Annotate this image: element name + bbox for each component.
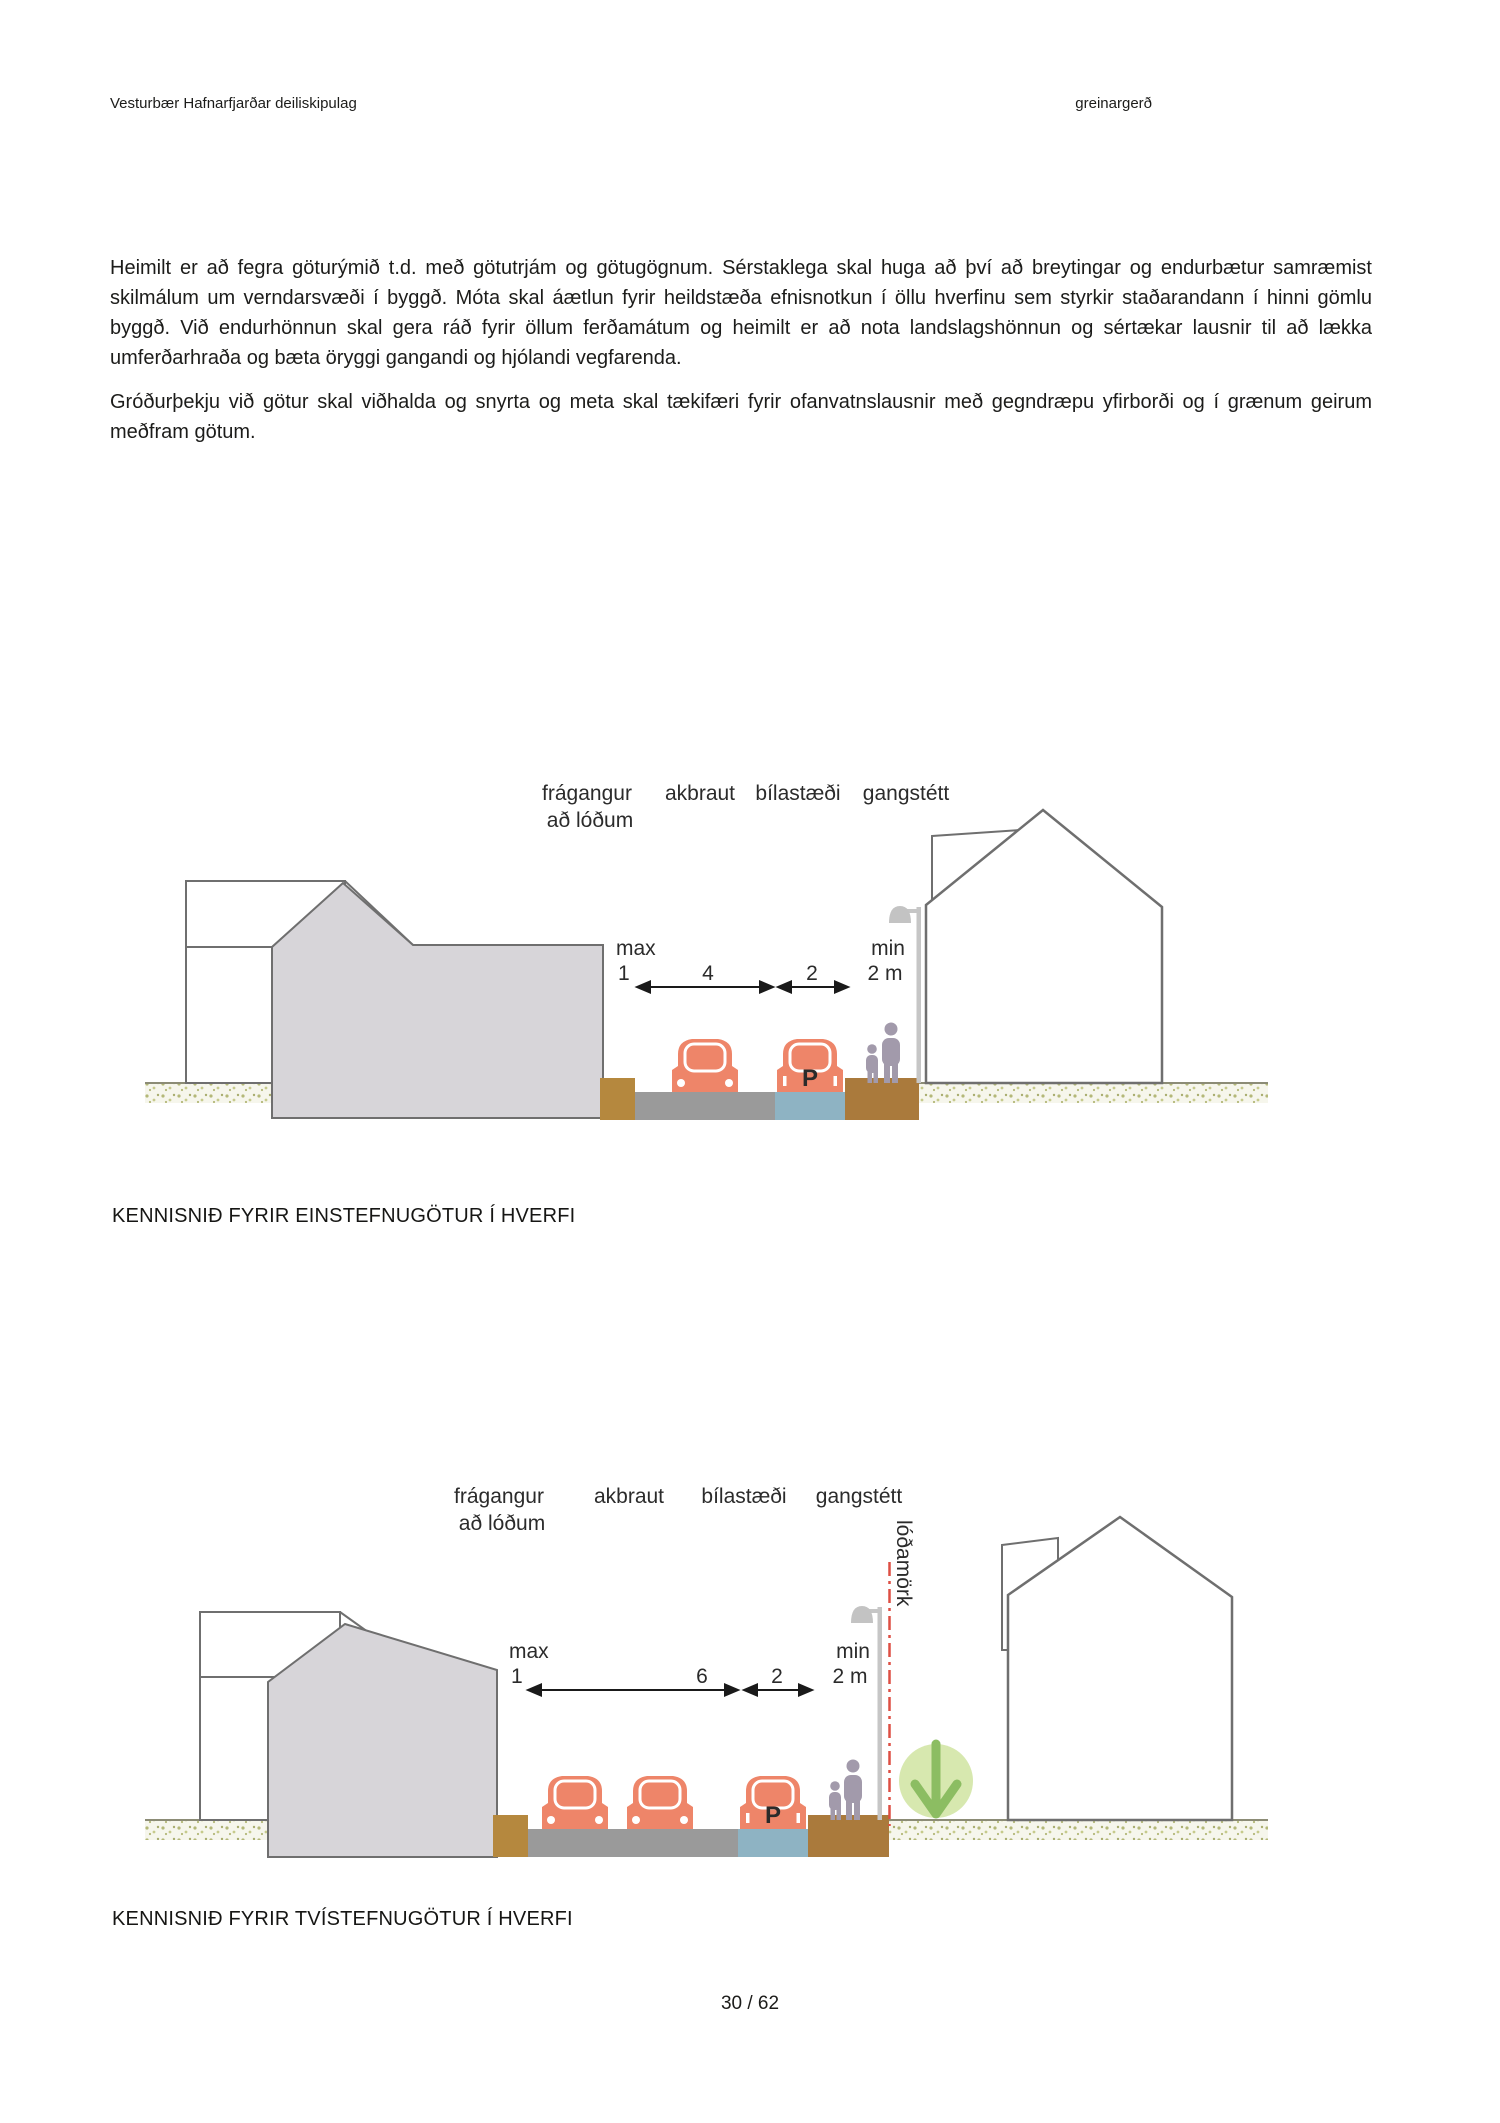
- dim-max: max: [509, 1640, 549, 1663]
- roadway: [635, 1092, 775, 1120]
- front-grey-house: [272, 883, 603, 1118]
- caption-two-way: KENNISNIÐ FYRIR TVÍSTEFNUGÖTUR Í HVERFI: [112, 1908, 573, 1930]
- paragraph: Gróðurþekju við götur skal viðhalda og snyrta og meta skal tækifæri fyrir ofanvatnslausnir með gegndræpu yfirborði og í grænum geirum meðfram götum.: [110, 391, 1372, 443]
- pedestrians: [866, 1023, 900, 1084]
- diagram-one-way-street-section: [100, 770, 1300, 1155]
- label-ad-lodum: að lóðum: [458, 1512, 546, 1535]
- curb-strip: [600, 1078, 635, 1120]
- diagram-two-way-street-section: [100, 1475, 1300, 1885]
- body-text: [110, 253, 1372, 461]
- dim-min: min: [836, 1640, 870, 1663]
- label-gangstett: gangstétt: [815, 1485, 903, 1508]
- caption-one-way: KENNISNIÐ FYRIR EINSTEFNUGÖTUR Í HVERFI: [112, 1205, 576, 1227]
- parking-letter: P: [801, 1065, 819, 1092]
- dim-akbraut-val: 4: [702, 962, 714, 985]
- car: [542, 1776, 608, 1829]
- dim-max: max: [616, 937, 656, 960]
- label-bilastaedi: bílastæði: [701, 1485, 787, 1508]
- pedestrians: [829, 1760, 862, 1821]
- header-right: greinargerð: [1075, 95, 1152, 112]
- right-house: [1002, 1517, 1232, 1820]
- roadway: [528, 1829, 738, 1857]
- label-ad-lodum: að lóðum: [546, 809, 634, 832]
- parking-strip: [738, 1829, 808, 1857]
- street-section-svg-1: [100, 770, 1300, 1150]
- car: [672, 1039, 738, 1092]
- dim-max-val: 1: [618, 962, 630, 985]
- greenery: [899, 1744, 973, 1818]
- left-houses: [186, 881, 603, 1118]
- label-fragangur: frágangur: [542, 782, 632, 805]
- dim-akbraut-val: 6: [696, 1665, 708, 1688]
- parking-strip: [775, 1092, 845, 1120]
- street-section-svg-2: [100, 1475, 1300, 1880]
- zone-labels: [542, 782, 949, 832]
- dim-min-val: 2 m: [832, 1665, 868, 1688]
- label-lodamork: lóðamörk: [892, 1520, 915, 1607]
- right-house: [926, 810, 1162, 1083]
- curb-strip: [493, 1815, 528, 1857]
- parked-car: [740, 1776, 806, 1829]
- dimensions: [509, 1640, 870, 1688]
- dim-bilastaedi-val: 2: [771, 1665, 783, 1688]
- page-number: 30 / 62: [720, 1993, 780, 2014]
- car: [627, 1776, 693, 1829]
- sidewalk: [808, 1815, 889, 1857]
- dim-bilastaedi-val: 2: [806, 962, 818, 985]
- label-bilastaedi: bílastæði: [755, 782, 841, 805]
- parked-car: [777, 1039, 843, 1092]
- dimensions: [616, 937, 905, 985]
- sidewalk: [845, 1078, 919, 1120]
- dim-min: min: [871, 937, 905, 960]
- header-left: Vesturbær Hafnarfjarðar deiliskipulag: [110, 95, 357, 112]
- parking-letter: P: [764, 1802, 782, 1829]
- label-gangstett: gangstétt: [862, 782, 950, 805]
- label-akbraut: akbraut: [664, 782, 736, 805]
- street-layers: [600, 1078, 919, 1120]
- dimension-arrows: [528, 1685, 812, 1696]
- zone-labels: [454, 1485, 902, 1535]
- label-fragangur: frágangur: [454, 1485, 544, 1508]
- dim-min-val: 2 m: [867, 962, 903, 985]
- dim-max-val: 1: [511, 1665, 523, 1688]
- left-houses: [200, 1612, 497, 1857]
- label-akbraut: akbraut: [593, 1485, 665, 1508]
- paragraph: Heimilt er að fegra göturýmið t.d. með götutrjám og götugögnum. Sérstaklega skal huga að því að breytingar og endurbætur samræmist skilmálum um verndarsvæði í byggð. Móta skal áætlun fyrir heildstæða efnisnotkun í öllu hverfinu sem styrkir staðarandann í hinni gömlu byggð. Við endurhönnun skal gera ráð fyrir öllum ferðamátum og heimilt er að nota landslagshönnun og sértækar lausnir til að lækka umferðarhraða og bæta öryggi gangandi og hjólandi vegfarenda.: [110, 257, 1372, 369]
- front-grey-house: [268, 1624, 497, 1857]
